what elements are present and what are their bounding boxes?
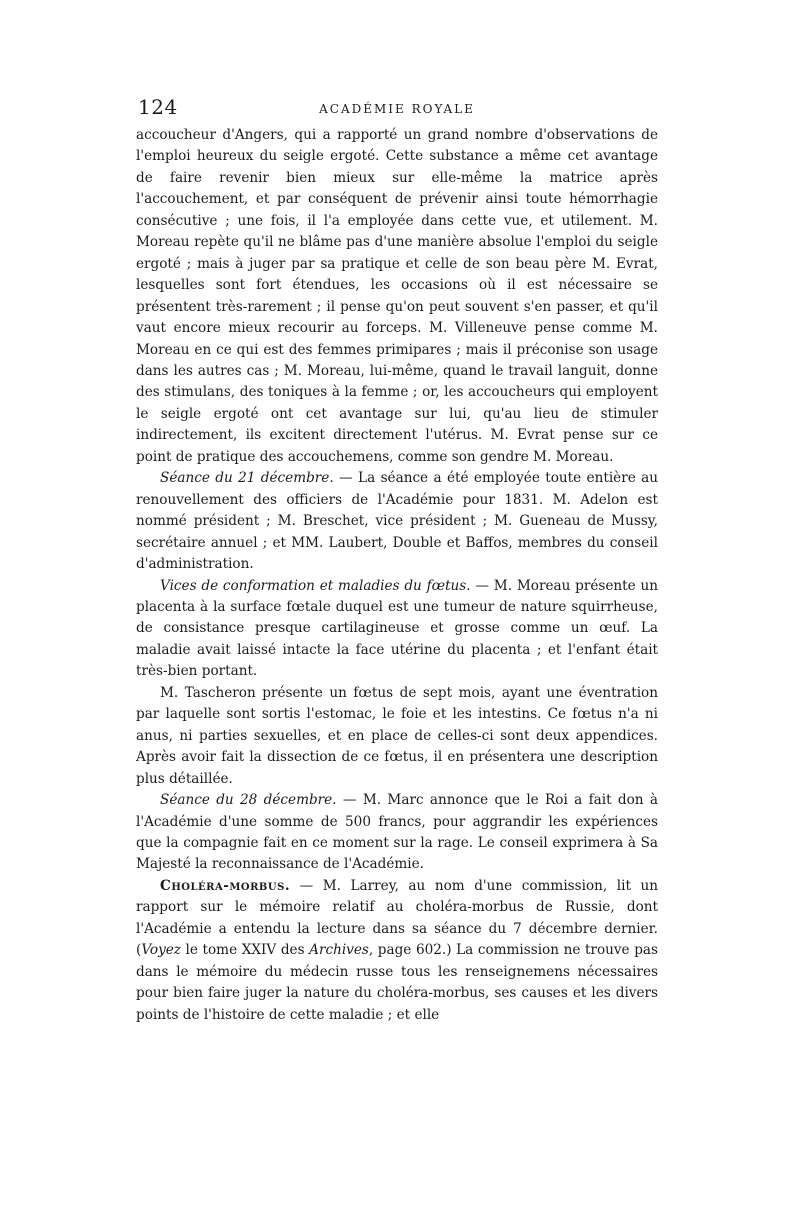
paragraph-text: — La séance a été employée toute entière au renouvellement des officiers de l'Académie pour 1831. M. Adelon est nommé président ; M. Breschet, vice président ; M. Gueneau de Mussy, secrétaire annuel ; et MM. Laubert, Double et Baffos, membres du conseil d'administration. [136, 470, 659, 573]
paragraph-text: — M. Moreau présente un placenta à la surface fœtale duquel est une tumeur de nature squirrheuse, de consistance presque cartilagineuse et grosse comme un œuf. La maladie avait laissé intacte la face utérine du placenta ; et l'enfant était très-bien portant. [136, 577, 658, 680]
paragraph-text: le tome XXIV des [180, 942, 310, 959]
paragraph-seigle-ergote: accoucheur d'Angers, qui a rapporté un grand nombre d'observations de l'emploi heureux du seigle ergoté. Cette substance a même cet avantage de faire revenir bien mieux sur elle-même la matrice après l'accouchement, et par conséquent de prévenir ainsi toute hémorrhagie consécutive ; une fois, il l'a employée dans cette vue, et utilement. M. Moreau repète qu'il ne blâme pas d'une manière absolue l'emploi du seigle ergoté ; mais à juger par sa pratique et celle de son beau père M. Evrat, lesquelles sont fort étendues, les occasions où il est nécessaire se présentent très-rarement ; il pense qu'on peut souvent s'en passer, et qu'il vaut encore mieux recourir au forceps. M. Villeneuve pense comme M. Moreau en ce qui est des femmes primipares ; mais il préconise son usage dans les autres cas ; M. Moreau, lui-même, quand le travail languit, donne des stimulans, des toniques à la femme ; or, les accoucheurs qui employent le seigle ergoté ont cet avantage sur lui, qu'au lieu de stimuler indirectement, ils excitent directement l'utérus. M. Evrat pense sur ce point de pratique des accouchemens, comme son gendre M. Moreau. [136, 127, 658, 465]
section-heading-seance-21-decembre: Séance du 21 décembre. [160, 470, 334, 487]
paragraph-seance-28-decembre [136, 790, 658, 876]
paragraph-text: — M. Larrey, au nom d'une commission, lit un rapport sur le mémoire relatif au choléra-morbus de Russie, dont l'Académie a entendu la lecture dans sa séance du 7 décembre dernier. ( [136, 877, 658, 959]
section-heading-seance-28-decembre: Séance du 28 décembre. [160, 792, 337, 809]
running-title: ACADÉMIE ROYALE [319, 102, 475, 116]
paragraph-cholera-morbus [136, 876, 658, 1026]
paragraph-tascheron: M. Tascheron présente un fœtus de sept mois, ayant une éventration par laquelle sont sortis l'estomac, le foie et les intestins. Ce fœtus n'a ni anus, ni parties sexuelles, et en place de celles-ci sont deux appendices. Après avoir fait la dissection de ce fœtus, il en présentera une description plus détaillée. [136, 684, 658, 787]
paragraph-vices-conformation [136, 576, 658, 683]
section-heading-cholera-morbus: Choléra-morbus. [160, 877, 291, 894]
paragraph-text: , page 602.) La commission ne trouve pas dans le mémoire du médecin russe tous les renseignemens nécessaires pour bien faire juger la nature du choléra-morbus, ses causes et les divers points de l'histoire de cette maladie ; et elle [136, 942, 658, 1023]
section-heading-vices-conformation: Vices de conformation et maladies du fœtus. [160, 577, 471, 594]
voyez-reference: Voyez [141, 942, 181, 959]
page-header [136, 95, 658, 125]
paragraph-text: — M. Marc annonce que le Roi a fait don à l'Académie d'une somme de 500 francs, pour aggrandir les expériences que la compagnie fait en ce moment sur la rage. Le conseil exprimera à Sa Majesté la reconnaissance de l'Académie. [136, 792, 659, 873]
document-page [136, 95, 658, 1026]
page-number: 124 [138, 95, 178, 119]
archives-title: Archives [309, 942, 369, 959]
body-text [136, 125, 658, 1026]
paragraph-seance-21-decembre [136, 468, 658, 575]
